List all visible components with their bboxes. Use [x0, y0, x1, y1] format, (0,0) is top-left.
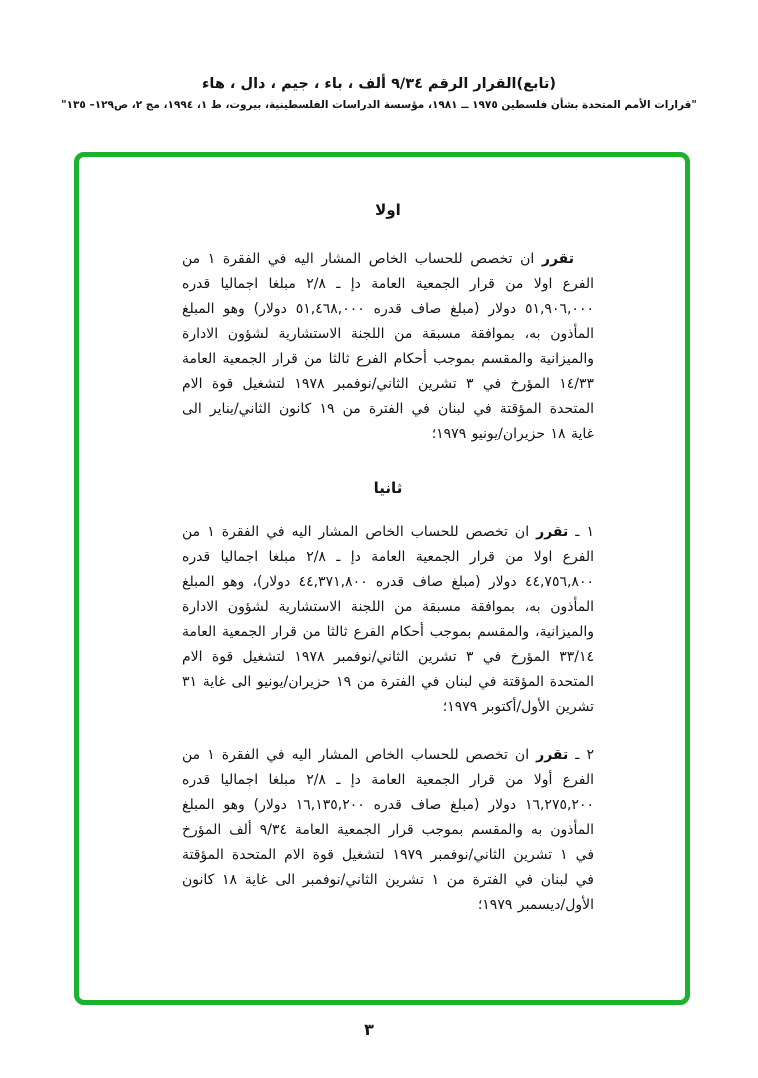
- section-heading-first: اولا: [375, 201, 401, 219]
- paragraph-body: ان تخصص للحساب الخاص المشار اليه في الفقرة ١ من الفرع اولا من قرار الجمعية العامة دإ ـ ٢/٨ مبلغا اجماليا قدره ٥١,٩٠٦,٠٠٠ دولار (مبلغ صاف قدره ٥١,٤٦٨,٠٠٠ دولار) وهو المبلغ المأذون به، بموافقة مسبقة من اللجنة الاستشارية لشؤون الادارة والميزانية والمقسم بموجب أحكام الفرع ثالثا من قرار الجمعية العامة ١٤/٣٣ المؤرخ في ٣ تشرين الثاني/نوفمبر ١٩٧٨ لتشغيل قوة الام المتحدة المؤقتة في لبنان في الفترة من ١٩ كانون الثاني/يناير الى غاية ١٨ حزيران/يونيو ١٩٧٩؛: [182, 251, 595, 442]
- resolution-paragraph: [182, 247, 594, 447]
- paragraph-lead-word: تقرر: [541, 251, 575, 267]
- document-header: [0, 76, 758, 111]
- section-heading-second: ثانيا: [373, 479, 403, 497]
- resolution-paragraph: [182, 743, 594, 918]
- paragraph-number: ١ ـ: [568, 524, 594, 540]
- green-highlight-box: [74, 152, 690, 1005]
- resolution-paragraph: [182, 520, 594, 720]
- page-number: ٣: [364, 1020, 374, 1039]
- paragraph-lead-word: تقرر: [536, 747, 569, 763]
- paragraph-number: ٢ ـ: [568, 747, 594, 763]
- paragraph-lead-word: تقرر: [536, 524, 569, 540]
- paragraph-body: ان تخصص للحساب الخاص المشار اليه في الفقرة ١ من الفرع اولا من قرار الجمعية العامة دإ ـ ٢/٨ مبلغا اجماليا قدره ٤٤,٧٥٦,٨٠٠ دولار (مبلغ صاف قدره ٤٤,٣٧١,٨٠٠ دولار)، وهو المبلغ المأذون به، بموافقة مسبقة من اللجنة الاستشارية لشؤون الادارة والميزانية، والمقسم بموجب أحكام الفرع ثالثا من قرار الجمعية العامة ٣٣/١٤ المؤرخ في ٣ تشرين الثاني/نوفمبر ١٩٧٨ لتشغيل قوة الام المتحدة المؤقتة في لبنان في الفترة من ١٩ حزيران/يونيو الى غاية ٣١ تشرين الأول/أكتوبر ١٩٧٩؛: [182, 524, 594, 715]
- source-citation: "قرارات الأمم المتحدة بشأن فلسطين ١٩٧٥ ــ ١٩٨١، مؤسسة الدراسات الفلسطينية، بيروت، ط ١، ١٩٩٤، مج ٢، ص١٢٩– ١٣٥": [61, 99, 697, 111]
- document-title: (تابع)القرار الرقم ٩/٣٤ ألف ، باء ، جيم ، دال ، هاء: [201, 76, 557, 92]
- paragraph-body: ان تخصص للحساب الخاص المشار اليه في الفقرة ١ من الفرع أولا من قرار الجمعية العامة دإ ـ ٢/٨ مبلغا اجماليا قدره ١٦,٢٧٥,٢٠٠ دولار (مبلغ صاف قدره ١٦,١٣٥,٢٠٠ دولار) وهو المبلغ المأذون به والمقسم بموجب قرار الجمعية العامة ٩/٣٤ ألف المؤرخ في ١ تشرين الثاني/نوفمبر ١٩٧٩ لتشغيل قوة الام المتحدة المؤقتة في لبنان في الفترة من ١ تشرين الثاني/نوفمبر الى غاية ١٨ كانون الأول/ديسمبر ١٩٧٩؛: [182, 747, 595, 913]
- resolution-text-column: [182, 157, 594, 918]
